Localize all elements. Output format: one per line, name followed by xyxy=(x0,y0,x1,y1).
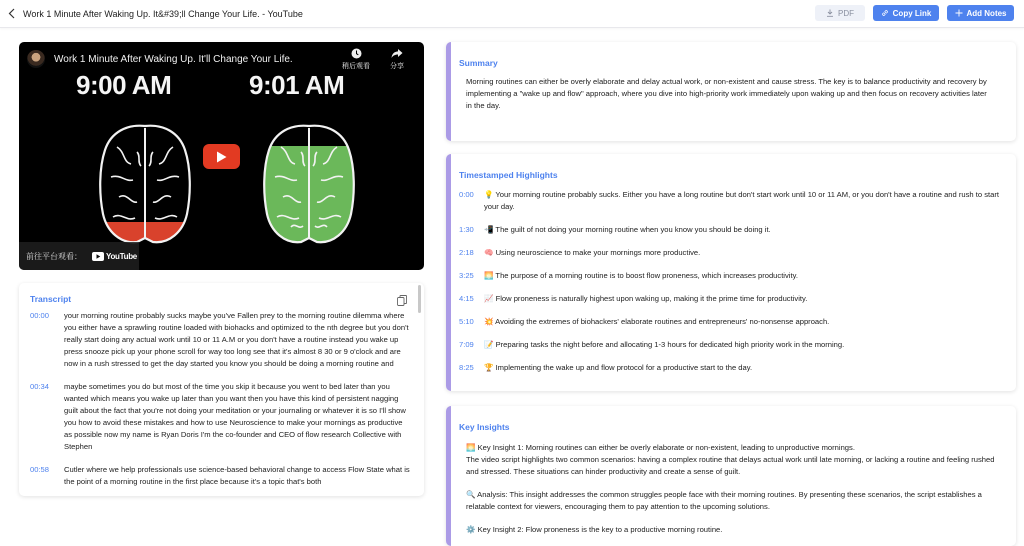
play-icon xyxy=(216,151,227,163)
watch-later-label: 稍后观看 xyxy=(342,63,370,70)
watch-on-label: 前往平台观看： xyxy=(26,251,82,261)
transcript-item xyxy=(30,464,410,488)
back-button[interactable] xyxy=(5,7,17,21)
page-title: Work 1 Minute After Waking Up. It&#39;ll Change Your Life. - YouTube xyxy=(23,8,303,19)
pdf-button[interactable] xyxy=(815,5,865,21)
highlight-item xyxy=(459,339,999,351)
video-player[interactable] xyxy=(19,42,424,270)
thumbnail-time-left: 9:00 AM xyxy=(76,70,172,100)
highlight-timestamp[interactable]: 5:10 xyxy=(459,317,474,326)
share-button[interactable] xyxy=(390,48,404,71)
transcript-card xyxy=(19,283,424,496)
youtube-label: YouTube xyxy=(106,251,137,261)
highlight-text: 💥 Avoiding the extremes of biohackers' elaborate routines and entrepreneurs' no-nonsense approach. xyxy=(484,317,830,326)
transcript-item xyxy=(30,310,410,370)
clock-icon xyxy=(351,48,362,59)
share-icon xyxy=(391,48,403,59)
transcript-scrollbar[interactable] xyxy=(418,285,421,313)
youtube-icon xyxy=(92,252,104,261)
transcript-timestamp[interactable]: 00:00 xyxy=(30,311,50,320)
transcript-timestamp[interactable]: 00:58 xyxy=(30,465,50,474)
summary-card xyxy=(446,42,1016,141)
header-actions xyxy=(815,5,1014,21)
highlight-text: 📝 Preparing tasks the night before and allocating 1-3 hours for dedicated high priority work in the morning. xyxy=(484,340,845,349)
highlight-timestamp[interactable]: 7:09 xyxy=(459,340,474,349)
share-label: 分享 xyxy=(390,63,404,70)
transcript-text: your morning routine probably sucks maybe you've Fallen prey to the morning routine dilemma where you either have a sprawling routine loaded with biohacks and optimized to the nth degree but you don't really start doing any actual work until 10 or 11 A.M or you don't have a routine instead you wake up press snooze pick up your phone scroll for way too long see that it's almost 8 30 or 9 o'clock and are now in a rush stressed to get the day started you know you should be doing a morning routine and xyxy=(64,311,409,368)
watch-later-button[interactable] xyxy=(342,48,370,71)
link-icon xyxy=(881,9,889,17)
highlights-list xyxy=(459,189,999,385)
top-bar xyxy=(0,0,1024,28)
pdf-label: PDF xyxy=(838,8,854,18)
highlight-text: 🏆 Implementing the wake up and flow protocol for a productive start to the day. xyxy=(484,363,753,372)
highlight-item xyxy=(459,293,999,305)
transcript-item xyxy=(30,381,410,453)
insights-body xyxy=(466,442,996,546)
watch-on-youtube-button[interactable] xyxy=(19,242,139,270)
highlight-item xyxy=(459,316,999,328)
transcript-text: maybe sometimes you do but most of the time you skip it because you went to bed later than you wanted which means you wake up later than you want then you have this kind of persistent nagging guilt about the fact that you're not doing your meditation or your journaling or whatever it is so I'll show you how to avoid these mistakes and how to use Neuroscience to make your mornings as productive as possible now my name is Ryan Doris I'm the co-founder and CEO of flow research Collective with Stephen xyxy=(64,382,406,451)
thumbnail-time-right: 9:01 AM xyxy=(249,70,345,100)
copy-icon[interactable] xyxy=(397,293,407,311)
insight-heading: ⚙️ Key Insight 2: Flow proneness is the key to a productive morning routine. xyxy=(466,525,723,534)
youtube-logo xyxy=(92,252,137,261)
highlight-timestamp[interactable]: 8:25 xyxy=(459,363,474,372)
highlight-timestamp[interactable]: 2:18 xyxy=(459,248,474,257)
highlights-title: Timestamped Highlights xyxy=(459,170,558,180)
copy-link-button[interactable] xyxy=(873,5,939,21)
highlight-timestamp[interactable]: 4:15 xyxy=(459,294,474,303)
highlight-text: 🧠 Using neuroscience to make your mornings more productive. xyxy=(484,248,701,257)
highlight-text: 🌅 The purpose of a morning routine is to boost flow proneness, which increases productivity. xyxy=(484,271,798,280)
brain-left-image xyxy=(97,122,193,247)
plus-icon xyxy=(955,9,963,17)
insights-card xyxy=(446,406,1016,546)
add-notes-label: Add Notes xyxy=(966,8,1007,18)
transcript-text: Cutler where we help professionals use science-based behavioral change to access Flow State what is the point of a morning routine in the first place because it's a topic that's both xyxy=(64,465,410,486)
insight-text: The video script highlights two common scenarios: having a complex routine that delays actual work until late morning, or lacking a routine and feeling rushed and stressed. These situations can hinder productivity and create a sense of guilt. xyxy=(466,455,995,476)
chevron-left-icon xyxy=(8,8,15,19)
add-notes-button[interactable] xyxy=(947,5,1014,21)
play-button[interactable] xyxy=(203,144,240,169)
transcript-title: Transcript xyxy=(30,294,72,304)
channel-avatar[interactable] xyxy=(27,50,45,68)
insight-heading: 🌅 Key Insight 1: Morning routines can either be overly elaborate or non-existent, leading to unproductive mornings. xyxy=(466,443,855,452)
highlight-timestamp[interactable]: 0:00 xyxy=(459,190,474,199)
insight-analysis: 🔍 Analysis: This insight addresses the common struggles people face with their morning routines. By presenting these scenarios, the script establishes a relatable context for viewers, encouraging them to pay attention to the upcoming solutions. xyxy=(466,490,982,511)
highlight-text: 📲 The guilt of not doing your morning routine when you know you should be doing it. xyxy=(484,225,771,234)
highlight-timestamp[interactable]: 1:30 xyxy=(459,225,474,234)
highlight-item xyxy=(459,189,999,213)
highlight-text: 📈 Flow proneness is naturally highest upon waking up, making it the prime time for productivity. xyxy=(484,294,808,303)
transcript-list xyxy=(30,310,410,496)
insights-title: Key Insights xyxy=(459,422,510,432)
brain-right-image xyxy=(261,122,357,247)
highlight-item xyxy=(459,270,999,282)
transcript-timestamp[interactable]: 00:34 xyxy=(30,382,50,391)
summary-title: Summary xyxy=(459,58,498,68)
summary-text: Morning routines can either be overly elaborate and delay actual work, or non-existent and cause stress. The key is to balance productivity and recovery by implementing a "wake up and flow" approach, where you dive into high-priority work immediately upon waking up and then focus on recovery activities later in the day. xyxy=(466,77,987,110)
highlight-item xyxy=(459,224,999,236)
highlights-card xyxy=(446,154,1016,391)
highlight-item xyxy=(459,247,999,259)
highlight-text: 💡 Your morning routine probably sucks. Either you have a long routine but don't start work until 10 or 11 AM, or you don't have a routine and rush to start your day. xyxy=(484,190,999,211)
highlight-timestamp[interactable]: 3:25 xyxy=(459,271,474,280)
download-icon xyxy=(826,9,834,17)
highlight-item xyxy=(459,362,999,374)
video-title[interactable]: Work 1 Minute After Waking Up. It'll Change Your Life. xyxy=(54,54,293,65)
copy-link-label: Copy Link xyxy=(892,8,932,18)
